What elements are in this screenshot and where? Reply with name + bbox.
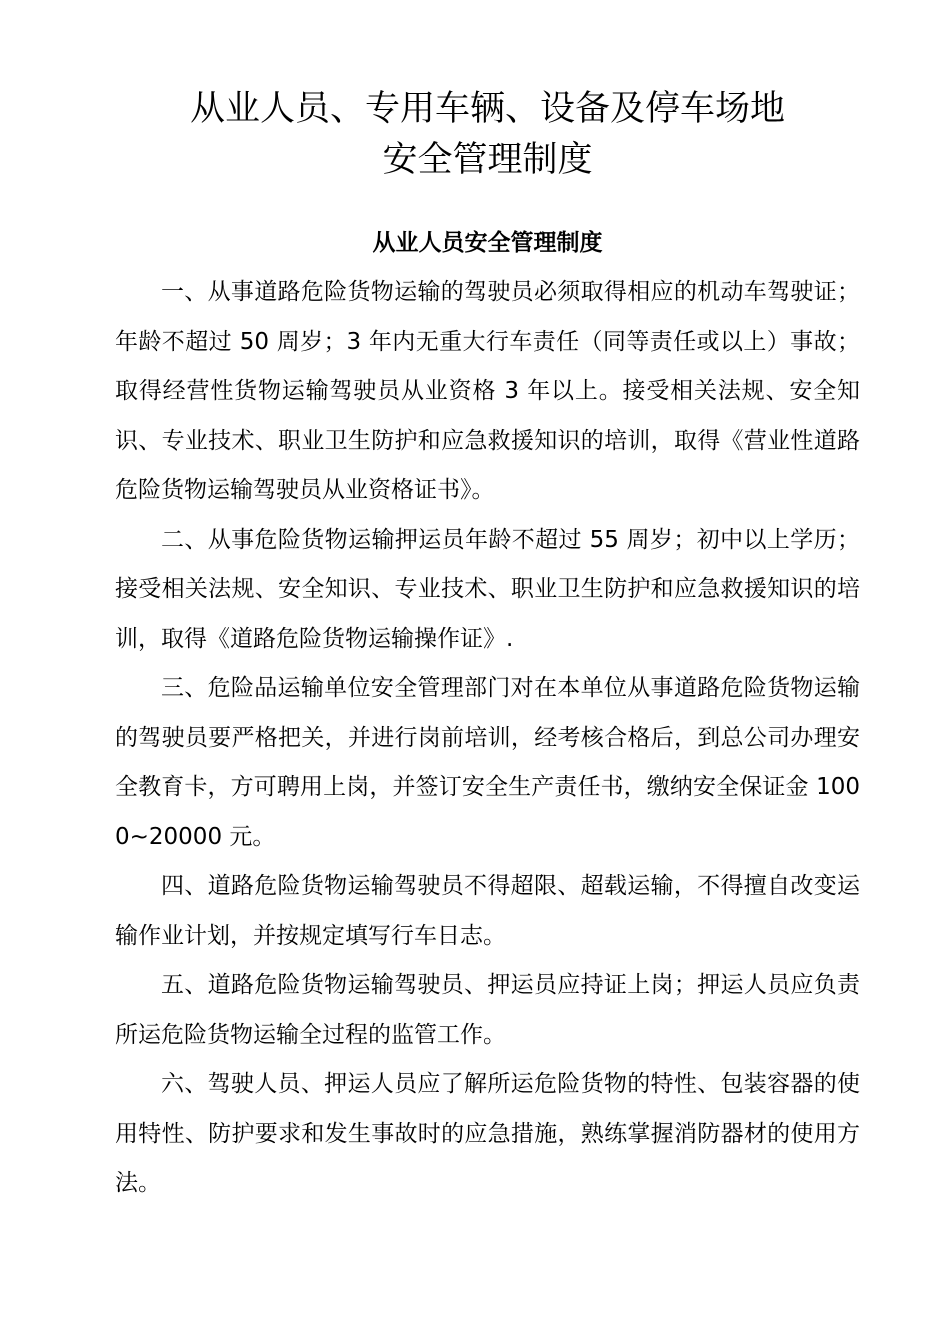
paragraph-2: 二、从事危险货物运输押运员年龄不超过 55 周岁；初中以上学历；接受相关法规、安全知识、专业技术、职业卫生防护和应急救援知识的培训，取得《道路危险货物运输操作证》.: [115, 526, 860, 652]
title-line-1: 从业人员、专用车辆、设备及停车场地: [189, 89, 785, 129]
document-page: [115, 84, 860, 1209]
paragraph-6: 六、驾驶人员、押运人员应了解所运危险货物的特性、包装容器的使用特性、防护要求和发生事故时的应急措施，熟练掌握消防器材的使用方法。: [115, 1071, 860, 1196]
paragraph-4: 四、道路危险货物运输驾驶员不得超限、超载运输，不得擅自改变运输作业计划，并按规定填写行车日志。: [115, 873, 860, 949]
section-title: 从业人员安全管理制度: [372, 230, 603, 256]
paragraph-1: 一、从事道路危险货物运输的驾驶员必须取得相应的机动车驾驶证；年龄不超过 50 周岁；3 年内无重大行车责任（同等责任或以上）事故；取得经营性货物运输驾驶员从业资格 3 年以上。接受相关法规、安全知识、专业技术、职业卫生防护和应急救援知识的培训，取得《营业性道路危险货物运输驾驶员从业资格证书》。: [115, 279, 860, 503]
paragraph-5: 五、道路危险货物运输驾驶员、押运员应持证上岗；押运人员应负责所运危险货物运输全过程的监管工作。: [115, 972, 860, 1048]
paragraph-3: 三、危险品运输单位安全管理部门对在本单位从事道路危险货物运输的驾驶员要严格把关，并进行岗前培训，经考核合格后，到总公司办理安全教育卡，方可聘用上岗，并签订安全生产责任书，缴纳安全保证金 1000~20000 元。: [115, 675, 860, 850]
title-line-2: 安全管理制度: [382, 140, 593, 180]
document-title: [115, 84, 860, 186]
